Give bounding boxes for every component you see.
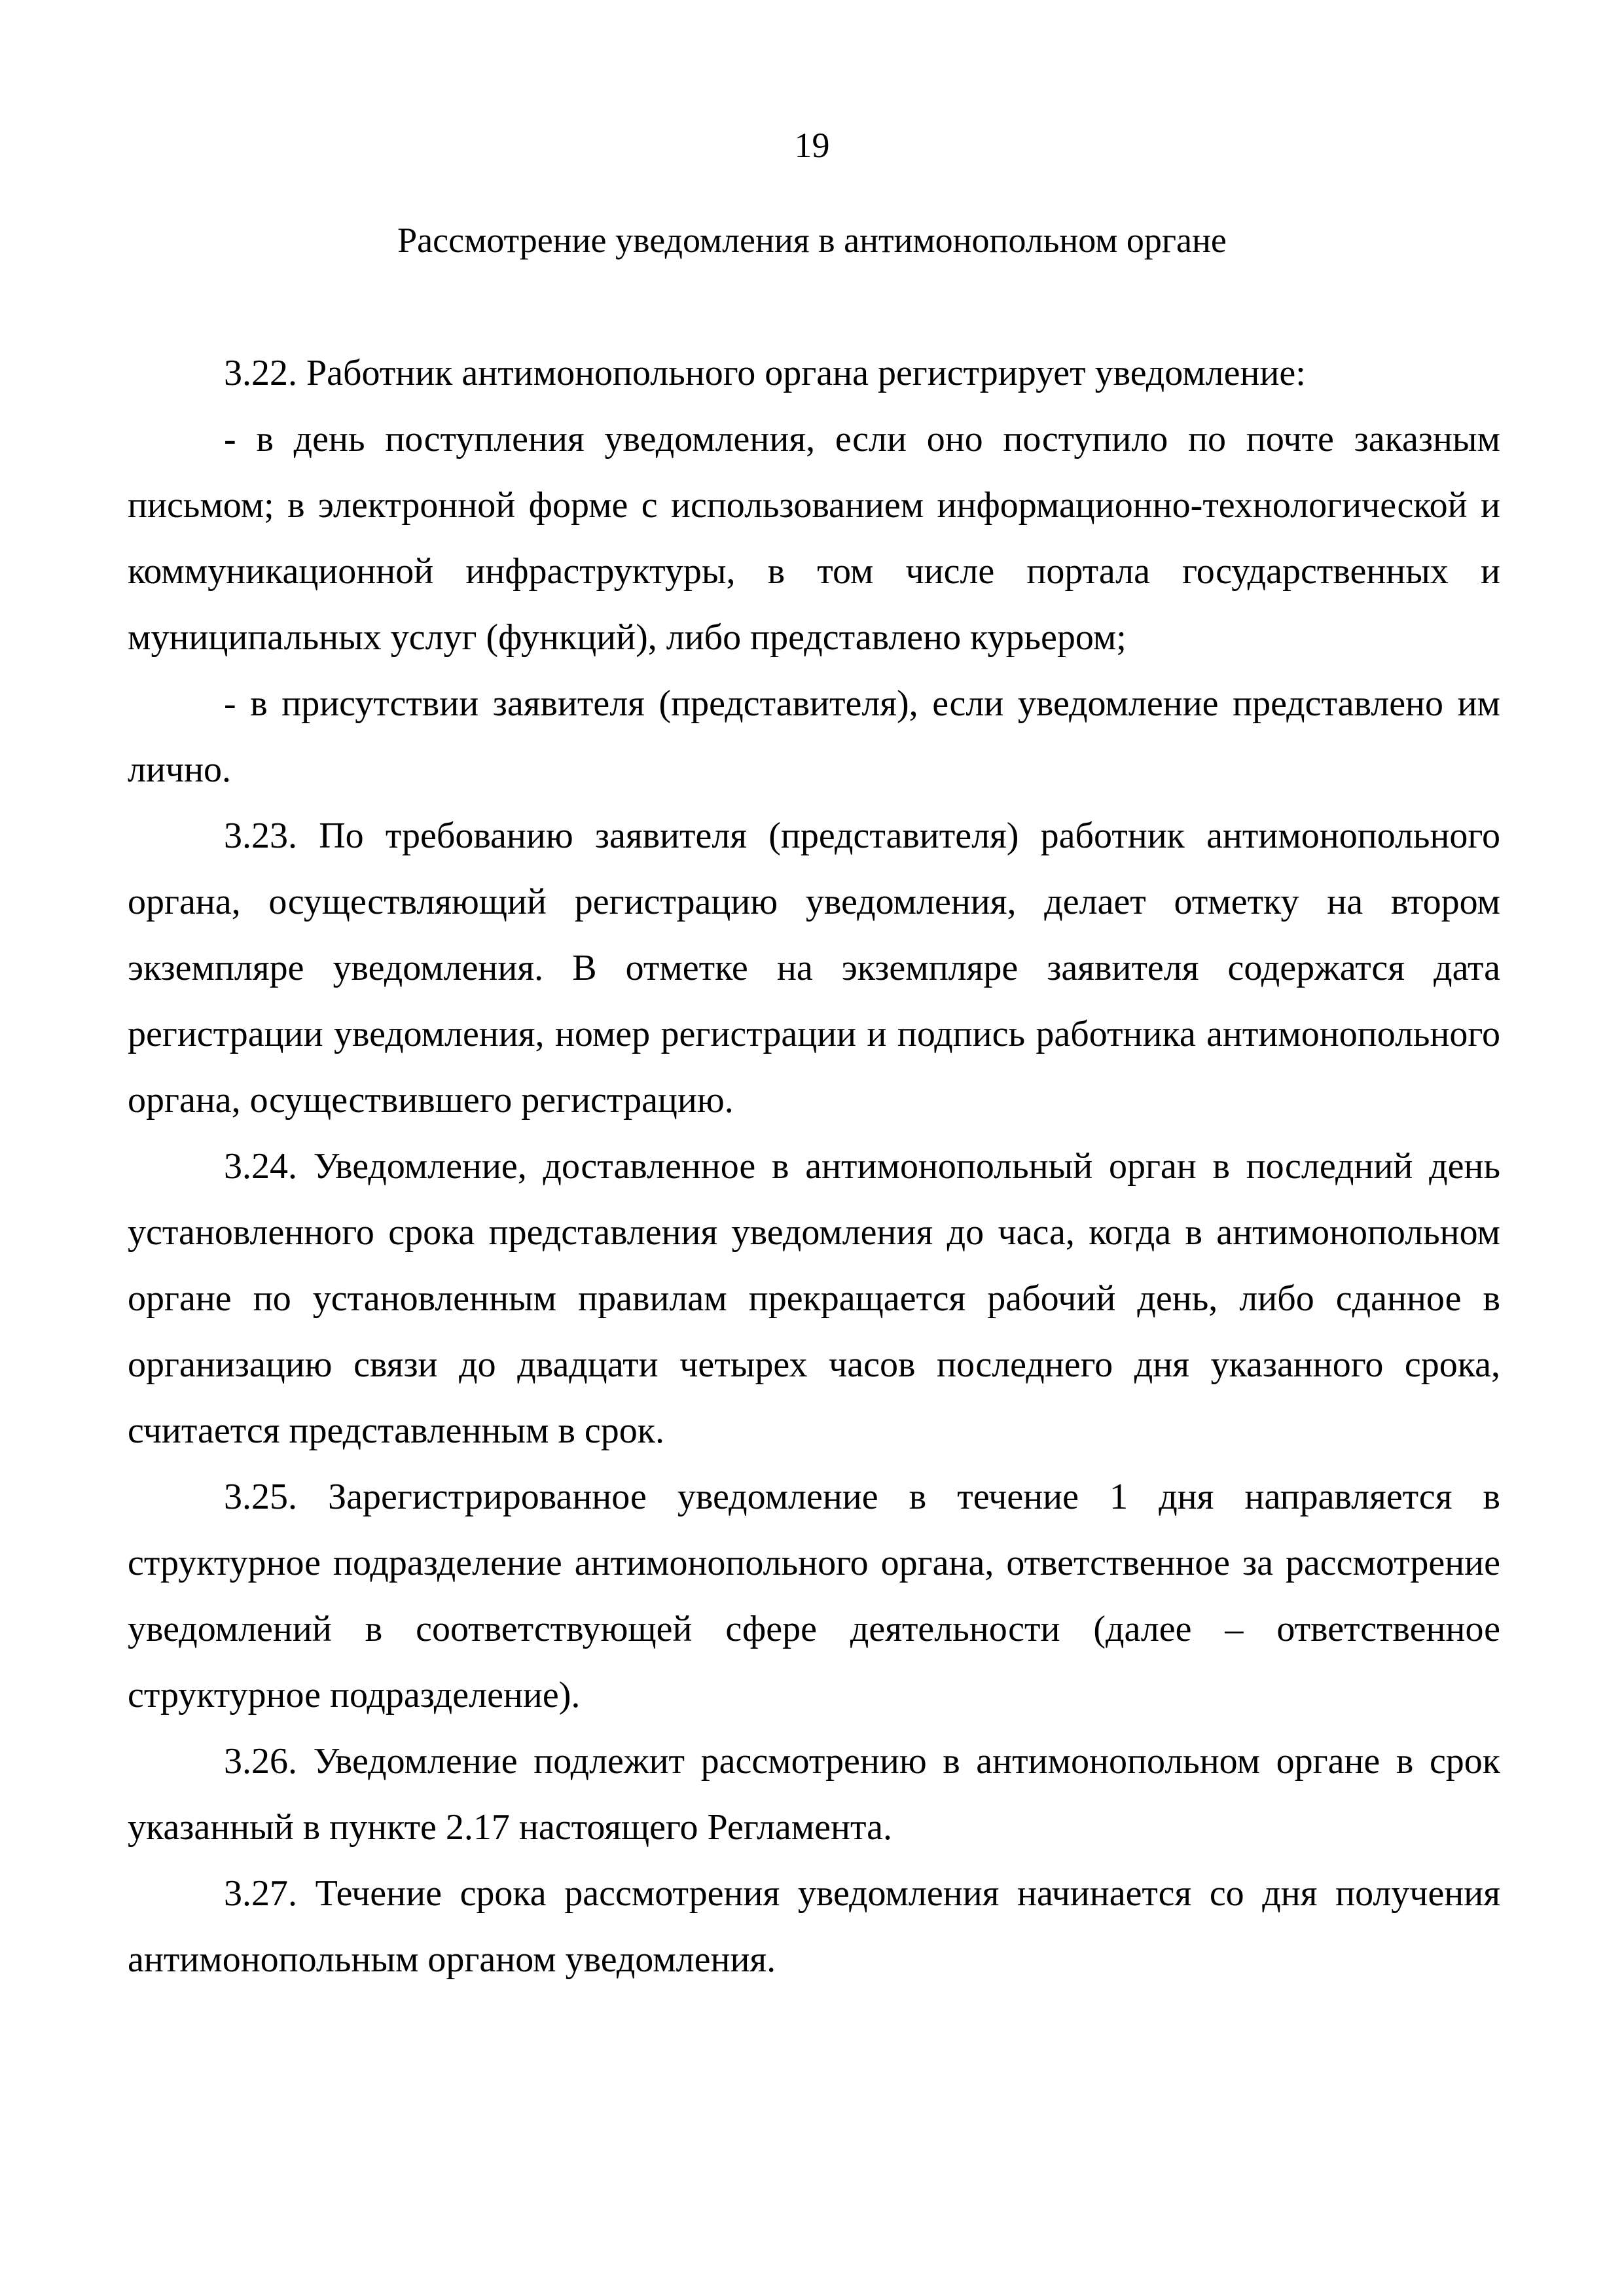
page-number: 19 bbox=[794, 126, 830, 165]
paragraph-3-23: 3.23. По требованию заявителя (представителя) работник антимонопольного органа, осуществляющий регистрацию уведомления, делает отметку на втором экземпляре уведомления. В отметке на экземпляре заявителя содержатся дата регистрации уведомления, номер регистрации и подпись работника антимонопольного органа, осуществившего регистрацию. bbox=[128, 816, 1500, 1121]
paragraph-3-25: 3.25. Зарегистрированное уведомление в течение 1 дня направляется в структурное подразделение антимонопольного органа, ответственное за рассмотрение уведомлений в соответствующей сфере деятельности (далее – ответственное структурное подразделение). bbox=[128, 1477, 1500, 1715]
paragraph-3-22: 3.22. Работник антимонопольного органа регистрирует уведомление: bbox=[224, 353, 1306, 393]
paragraph-3-27: 3.27. Течение срока рассмотрения уведомления начинается со дня получения антимонопольным органом уведомления. bbox=[128, 1873, 1500, 1980]
paragraph-3-22-item-post: - в день поступления уведомления, если оно поступило по почте заказным письмом; в электронной форме с использованием информационно-технологической и коммуникационной инфраструктуры, в том числе портала государственных и муниципальных услуг (функций), либо представлено курьером; bbox=[128, 419, 1500, 658]
document-body bbox=[128, 340, 1500, 1993]
paragraph-3-26: 3.26. Уведомление подлежит рассмотрению в антимонопольном органе в срок указанный в пункте 2.17 настоящего Регламента. bbox=[128, 1741, 1500, 1848]
paragraph-3-24: 3.24. Уведомление, доставленное в антимонопольный орган в последний день установленного срока представления уведомления до часа, когда в антимонопольном органе по установленным правилам прекращается рабочий день, либо сданное в организацию связи до двадцати четырех часов последнего дня указанного срока, считается представленным в срок. bbox=[128, 1146, 1500, 1451]
section-title: Рассмотрение уведомления в антимонопольном органе bbox=[397, 221, 1227, 260]
paragraph-3-22-item-personal: - в присутствии заявителя (представителя), если уведомление представлено им лично. bbox=[128, 683, 1500, 790]
